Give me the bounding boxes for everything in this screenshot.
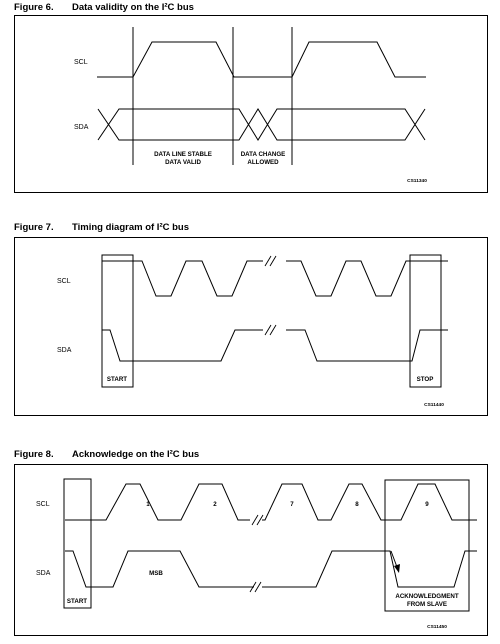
figure-7-scl-label: SCL	[57, 278, 71, 285]
figure-8-pulse-2: 2	[213, 501, 217, 508]
figure-6-caption: Data validity on the I²C bus	[72, 2, 194, 13]
figure-7-sda-label: SDA	[57, 347, 72, 354]
figure-7-reference: CS11440	[424, 403, 444, 408]
figure-7-start-label: START	[106, 376, 128, 383]
figure-8-caption: Acknowledge on the I²C bus	[72, 449, 200, 460]
figure-6-change-label-line1: DATA CHANGE	[240, 151, 286, 158]
figure-8-pulse-9: 9	[425, 501, 429, 508]
figure-8-ack-label-line1: ACKNOWLEDGMENT	[395, 593, 459, 600]
figure-6-sda-label: SDA	[74, 124, 89, 131]
figure-7-caption: Timing diagram of I²C bus	[72, 222, 189, 233]
figure-8-start-box	[64, 479, 91, 608]
figure-8-reference: CS11450	[427, 625, 447, 630]
figure-8-sda-waveform	[65, 551, 477, 587]
figure-6-stable-label-line2: DATA VALID	[165, 159, 201, 166]
figure-8-pulse-7: 7	[290, 501, 294, 508]
figure-8-ack-box	[385, 480, 469, 611]
figure-8-break-marks	[250, 515, 263, 592]
figure-8-msb-label: MSB	[149, 570, 163, 577]
figure-8-ack-label-line2: FROM SLAVE	[406, 601, 448, 608]
figure-8-sda-label: SDA	[36, 570, 51, 577]
figure-8-pulse-8: 8	[355, 501, 359, 508]
figure-8-scl-label: SCL	[36, 501, 50, 508]
figure-7-number: Figure 7.	[14, 222, 54, 233]
figure-8-scl-waveform	[65, 484, 477, 520]
figure-6-stable-label-line1: DATA LINE STABLE	[154, 151, 212, 158]
figure-6-number: Figure 6.	[14, 2, 54, 13]
figure-6-reference: CS11340	[407, 179, 427, 184]
figure-7-stop-label: STOP	[416, 376, 434, 383]
figure-8-pulse-1: 1	[146, 501, 150, 508]
figure-8-start-label: START	[66, 598, 88, 605]
figure-8-number: Figure 8.	[14, 449, 54, 460]
figure-6-change-label-line2: ALLOWED	[247, 159, 279, 166]
figure-6-scl-label: SCL	[74, 59, 88, 66]
